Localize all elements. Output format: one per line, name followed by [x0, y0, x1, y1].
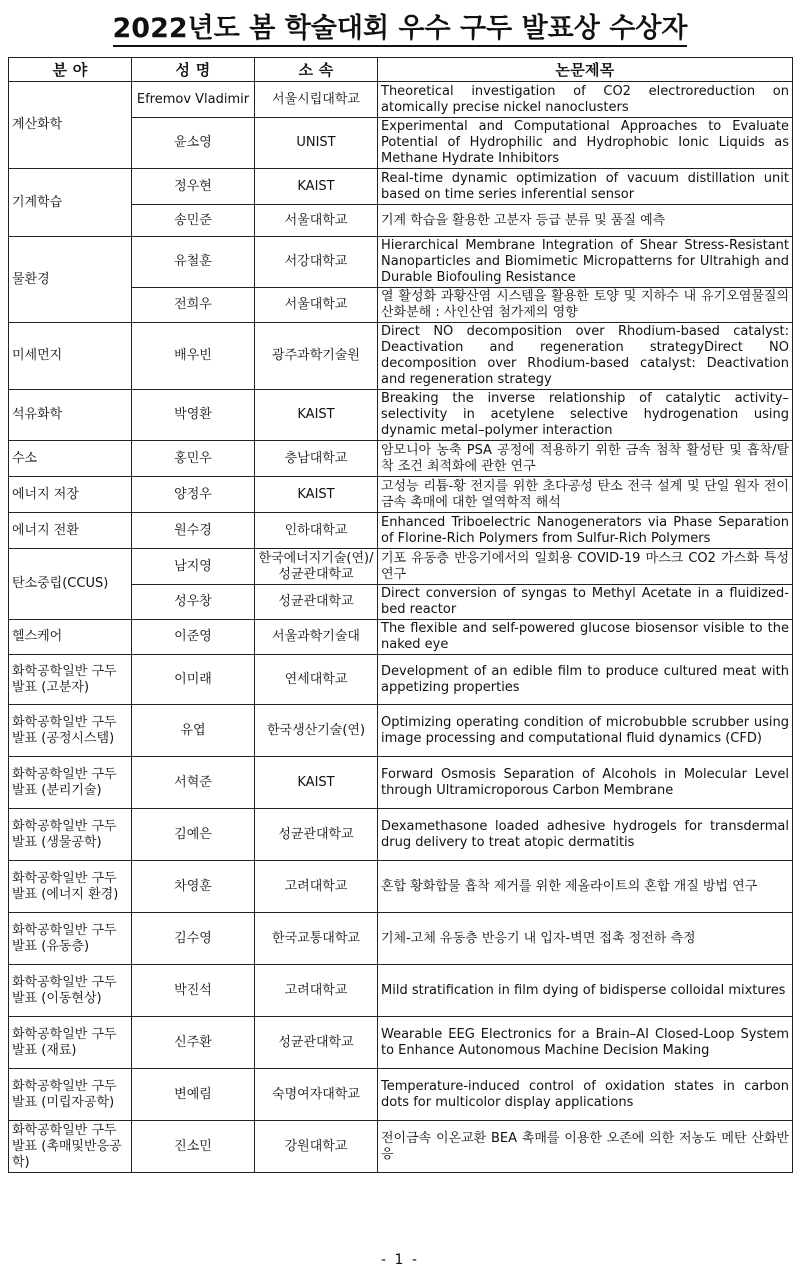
name-cell: 차영훈 [132, 861, 255, 913]
paper-title-cell: 기계 학습을 활용한 고분자 등급 분류 및 품질 예측 [378, 205, 793, 237]
field-cell: 계산화학 [9, 82, 132, 169]
field-cell: 에너지 전환 [9, 513, 132, 549]
table-row [9, 861, 793, 913]
field-cell: 화학공학일반 구두 발표 (생물공학) [9, 809, 132, 861]
affiliation-cell: 강원대학교 [255, 1121, 378, 1173]
affiliation-cell: 충남대학교 [255, 441, 378, 477]
paper-title-cell: 기체-고체 유동층 반응기 내 입자-벽면 접촉 정전하 측정 [378, 913, 793, 965]
name-cell: 윤소영 [132, 118, 255, 169]
paper-title-cell: 고성능 리튬-황 전지를 위한 초다공성 탄소 전극 설계 및 단일 원자 전이금속 촉매에 대한 열역학적 해석 [378, 477, 793, 513]
paper-title-cell: Real-time dynamic optimization of vacuum distillation unit based on time series inferential sensor [378, 169, 793, 205]
field-cell: 화학공학일반 구두 발표 (유동층) [9, 913, 132, 965]
paper-title-cell: 혼합 황화합물 흡착 제거를 위한 제올라이트의 혼합 개질 방법 연구 [378, 861, 793, 913]
affiliation-cell: KAIST [255, 169, 378, 205]
affiliation-cell: 서울대학교 [255, 288, 378, 323]
affiliation-cell: 서울과학기술대 [255, 620, 378, 655]
paper-title-cell: Direct conversion of syngas to Methyl Acetate in a fluidized-bed reactor [378, 585, 793, 620]
name-cell: 유철훈 [132, 237, 255, 288]
affiliation-cell: 광주과학기술원 [255, 323, 378, 390]
header-name: 성 명 [132, 58, 255, 82]
paper-title-cell: Wearable EEG Electronics for a Brain–AI Closed-Loop System to Enhance Autonomous Machine Decision Making [378, 1017, 793, 1069]
affiliation-cell: KAIST [255, 757, 378, 809]
paper-title-cell: Hierarchical Membrane Integration of Shear Stress-Resistant Nanoparticles and Biomimetic Micropatterns for Ultrahigh and Durable Biofouling Resistance [378, 237, 793, 288]
awards-table [8, 57, 793, 1173]
field-cell: 화학공학일반 구두 발표 (재료) [9, 1017, 132, 1069]
table-row [9, 965, 793, 1017]
table-row [9, 549, 793, 585]
name-cell: 박영환 [132, 390, 255, 441]
table-row [9, 323, 793, 390]
affiliation-cell: 서강대학교 [255, 237, 378, 288]
table-row [9, 1069, 793, 1121]
name-cell: 남지영 [132, 549, 255, 585]
paper-title-cell: Experimental and Computational Approaches to Evaluate Potential of Hydrophilic and Hydrophobic Ionic Liquids as Methane Hydrate Inhibitors [378, 118, 793, 169]
field-cell: 화학공학일반 구두 발표 (고분자) [9, 655, 132, 705]
affiliation-cell: 고려대학교 [255, 861, 378, 913]
name-cell: 정우현 [132, 169, 255, 205]
affiliation-cell: UNIST [255, 118, 378, 169]
field-cell: 화학공학일반 구두 발표 (공정시스템) [9, 705, 132, 757]
name-cell: Efremov Vladimir [132, 82, 255, 118]
name-cell: 홍민우 [132, 441, 255, 477]
paper-title-cell: Direct NO decomposition over Rhodium-based catalyst: Deactivation and regeneration strategyDirect NO decomposition over Rhodium-based catalyst: Deactivation and regeneration strategy [378, 323, 793, 390]
affiliation-cell: 연세대학교 [255, 655, 378, 705]
table-row [9, 1017, 793, 1069]
table-row [9, 82, 793, 118]
table-row [9, 705, 793, 757]
table-row [9, 169, 793, 205]
field-cell: 수소 [9, 441, 132, 477]
affiliation-cell: 인하대학교 [255, 513, 378, 549]
name-cell: 변예림 [132, 1069, 255, 1121]
awards-body [9, 82, 793, 1173]
name-cell: 이준영 [132, 620, 255, 655]
affiliation-cell: 한국교통대학교 [255, 913, 378, 965]
field-cell: 석유화학 [9, 390, 132, 441]
paper-title-cell: Theoretical investigation of CO2 electroreduction on atomically precise nickel nanoclusters [378, 82, 793, 118]
paper-title-cell: 전이금속 이온교환 BEA 촉매를 이용한 오존에 의한 저농도 메탄 산화반응 [378, 1121, 793, 1173]
field-cell: 탄소중립(CCUS) [9, 549, 132, 620]
table-row [9, 441, 793, 477]
affiliation-cell: 성균관대학교 [255, 585, 378, 620]
name-cell: 서혁준 [132, 757, 255, 809]
page-number: - 1 - [381, 1252, 419, 1268]
table-row [9, 237, 793, 288]
name-cell: 배우빈 [132, 323, 255, 390]
header-paper: 논문제목 [378, 58, 793, 82]
paper-title-cell: Enhanced Triboelectric Nanogenerators via Phase Separation of Florine-Rich Polymers from Sulfur-Rich Polymers [378, 513, 793, 549]
name-cell: 양정우 [132, 477, 255, 513]
table-header-row [9, 58, 793, 82]
affiliation-cell: 한국생산기술(연) [255, 705, 378, 757]
header-affiliation: 소 속 [255, 58, 378, 82]
name-cell: 신주환 [132, 1017, 255, 1069]
name-cell: 김예은 [132, 809, 255, 861]
field-cell: 화학공학일반 구두 발표 (촉매및반응공학) [9, 1121, 132, 1173]
table-row [9, 655, 793, 705]
field-cell: 물환경 [9, 237, 132, 323]
field-cell: 기계학습 [9, 169, 132, 237]
table-row [9, 1121, 793, 1173]
table-row [9, 390, 793, 441]
paper-title-cell: 열 활성화 과황산염 시스템을 활용한 토양 및 지하수 내 유기오염물질의 산화분해 : 사인산염 첨가제의 영향 [378, 288, 793, 323]
name-cell: 이미래 [132, 655, 255, 705]
name-cell: 전희우 [132, 288, 255, 323]
name-cell: 원수경 [132, 513, 255, 549]
paper-title-cell: Forward Osmosis Separation of Alcohols in Molecular Level through Ultramicroporous Carbon Membrane [378, 757, 793, 809]
affiliation-cell: KAIST [255, 390, 378, 441]
affiliation-cell: 성균관대학교 [255, 809, 378, 861]
field-cell: 화학공학일반 구두 발표 (미립자공학) [9, 1069, 132, 1121]
affiliation-cell: 서울대학교 [255, 205, 378, 237]
paper-title-cell: 기포 유동층 반응기에서의 일회용 COVID-19 마스크 CO2 가스화 특성 연구 [378, 549, 793, 585]
table-row [9, 477, 793, 513]
field-cell: 화학공학일반 구두 발표 (분리기술) [9, 757, 132, 809]
paper-title-cell: Mild stratification in film dying of bidisperse colloidal mixtures [378, 965, 793, 1017]
name-cell: 김수영 [132, 913, 255, 965]
paper-title-cell: Breaking the inverse relationship of catalytic activity–selectivity in acetylene selective hydrogenation using dynamic metal–polymer interaction [378, 390, 793, 441]
paper-title-cell: Development of an edible film to produce cultured meat with appetizing properties [378, 655, 793, 705]
affiliation-cell: 성균관대학교 [255, 1017, 378, 1069]
name-cell: 송민준 [132, 205, 255, 237]
affiliation-cell: 한국에너지기술(연)/ 성균관대학교 [255, 549, 378, 585]
affiliation-cell: KAIST [255, 477, 378, 513]
paper-title-cell: Dexamethasone loaded adhesive hydrogels for transdermal drug delivery to treat atopic dermatitis [378, 809, 793, 861]
field-cell: 화학공학일반 구두 발표 (이동현상) [9, 965, 132, 1017]
affiliation-cell: 숙명여자대학교 [255, 1069, 378, 1121]
header-field: 분 야 [9, 58, 132, 82]
table-row [9, 513, 793, 549]
field-cell: 화학공학일반 구두 발표 (에너지 환경) [9, 861, 132, 913]
table-row [9, 620, 793, 655]
paper-title-cell: Temperature-induced control of oxidation states in carbon dots for multicolor display applications [378, 1069, 793, 1121]
field-cell: 미세먼지 [9, 323, 132, 390]
field-cell: 에너지 저장 [9, 477, 132, 513]
name-cell: 성우창 [132, 585, 255, 620]
table-row [9, 913, 793, 965]
page-title: 2022년도 봄 학술대회 우수 구두 발표상 수상자 [0, 6, 800, 45]
field-cell: 헬스케어 [9, 620, 132, 655]
affiliation-cell: 고려대학교 [255, 965, 378, 1017]
table-row [9, 757, 793, 809]
paper-title-cell: 암모니아 농축 PSA 공정에 적용하기 위한 금속 첨착 활성탄 및 흡착/탈착 조건 최적화에 관한 연구 [378, 441, 793, 477]
paper-title-cell: Optimizing operating condition of microbubble scrubber using image processing and computational fluid dynamics (CFD) [378, 705, 793, 757]
table-row [9, 809, 793, 861]
name-cell: 박진석 [132, 965, 255, 1017]
name-cell: 유엽 [132, 705, 255, 757]
affiliation-cell: 서울시립대학교 [255, 82, 378, 118]
name-cell: 진소민 [132, 1121, 255, 1173]
paper-title-cell: The flexible and self-powered glucose biosensor visible to the naked eye [378, 620, 793, 655]
